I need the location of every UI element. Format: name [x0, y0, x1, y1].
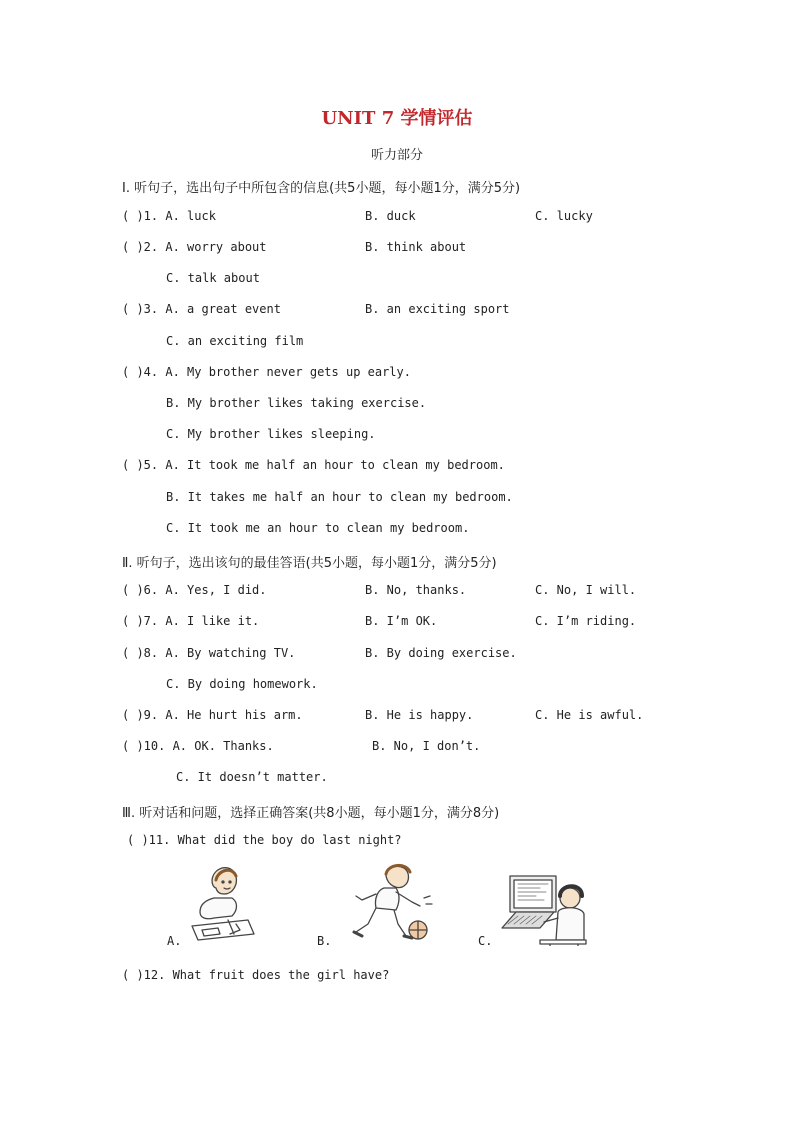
- q7-stem: ( )7. A. I like it.: [122, 614, 260, 628]
- page-subtitle: 听力部分: [370, 148, 423, 163]
- boy-doing-homework-picture: [188, 864, 256, 946]
- q3-option-c: C. an exciting film: [166, 334, 304, 348]
- q6-option-b: B. No, thanks.: [365, 583, 467, 597]
- q2-option-b: B. think about: [365, 240, 467, 254]
- q4-stem: ( )4. A. My brother never gets up early.: [122, 365, 411, 379]
- section-2-heading: Ⅱ. 听句子，选出该句的最佳答语(共5小题，每小题1分，满分5分): [122, 556, 497, 571]
- q8-option-b: B. By doing exercise.: [365, 646, 517, 660]
- q9-option-c: C. He is awful.: [535, 708, 644, 722]
- section-1-heading: Ⅰ. 听句子，选出句子中所包含的信息(共5小题，每小题1分，满分5分): [122, 181, 521, 196]
- q2-stem: ( )2. A. worry about: [122, 240, 267, 254]
- page-title: UNIT 7 学情评估: [321, 108, 473, 129]
- section-3-heading: Ⅲ. 听对话和问题，选择正确答案(共8小题，每小题1分，满分8分): [122, 806, 500, 821]
- q5-stem: ( )5. A. It took me half an hour to clean my bedroom.: [122, 458, 505, 472]
- q11-option-c: C.: [478, 934, 493, 948]
- q11-option-a: A.: [167, 934, 182, 948]
- q10-stem: ( )10. A. OK. Thanks.: [122, 739, 274, 753]
- boy-playing-basketball-picture: [350, 862, 436, 944]
- q5-option-c: C. It took me an hour to clean my bedroom.: [166, 521, 470, 535]
- q4-option-c: C. My brother likes sleeping.: [166, 427, 376, 441]
- q5-option-b: B. It takes me half an hour to clean my bedroom.: [166, 490, 513, 504]
- q6-stem: ( )6. A. Yes, I did.: [122, 583, 267, 597]
- q11-option-b: B.: [317, 934, 332, 948]
- boy-using-computer-picture: [500, 872, 588, 946]
- q2-option-c: C. talk about: [166, 271, 260, 285]
- q8-stem: ( )8. A. By watching TV.: [122, 646, 296, 660]
- q12-stem: ( )12. What fruit does the girl have?: [122, 968, 390, 982]
- q3-option-b: B. an exciting sport: [365, 302, 510, 316]
- q8-option-c: C. By doing homework.: [166, 677, 318, 691]
- q7-option-c: C. I’m riding.: [535, 614, 637, 628]
- q11-stem: ( )11. What did the boy do last night?: [127, 833, 402, 847]
- q7-option-b: B. I’m OK.: [365, 614, 438, 628]
- q6-option-c: C. No, I will.: [535, 583, 637, 597]
- q1-option-c: C. lucky: [535, 209, 593, 223]
- q1-option-b: B. duck: [365, 209, 416, 223]
- q4-option-b: B. My brother likes taking exercise.: [166, 396, 427, 410]
- q10-option-b: B. No, I don’t.: [372, 739, 481, 753]
- q9-stem: ( )9. A. He hurt his arm.: [122, 708, 303, 722]
- q9-option-b: B. He is happy.: [365, 708, 474, 722]
- q1-stem: ( )1. A. luck: [122, 209, 216, 223]
- q10-option-c: C. It doesn’t matter.: [176, 770, 328, 784]
- q3-stem: ( )3. A. a great event: [122, 302, 281, 316]
